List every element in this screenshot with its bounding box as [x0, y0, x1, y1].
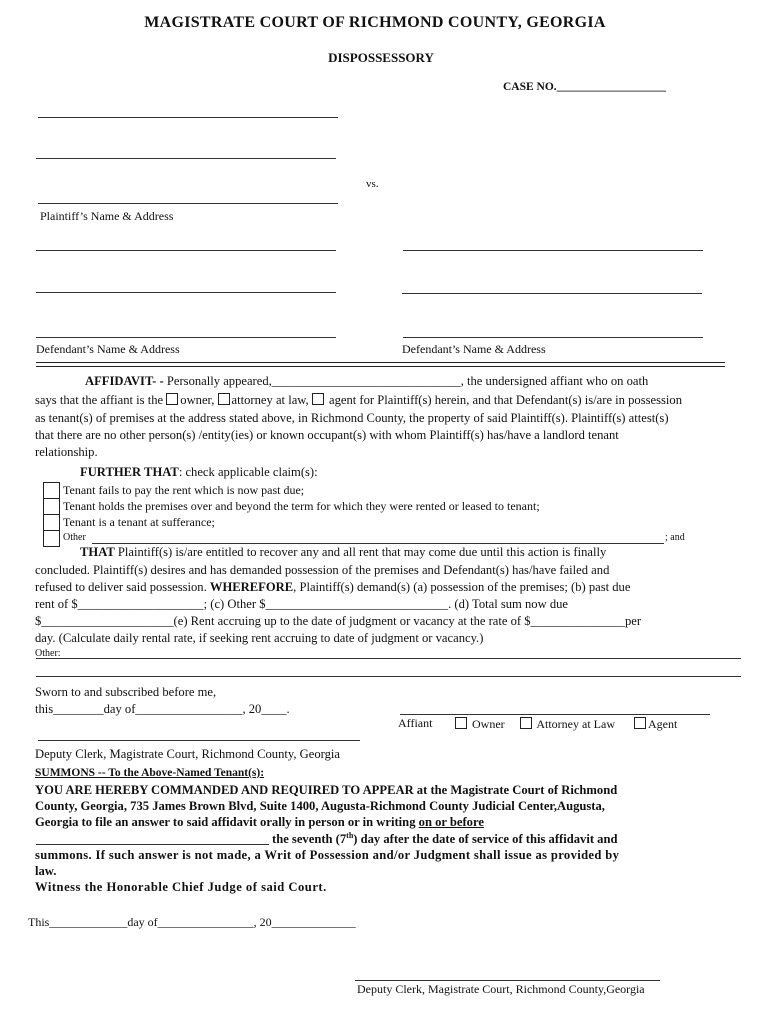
other-field-line-1[interactable] — [36, 658, 741, 659]
plaintiff-address-line-2[interactable] — [38, 203, 338, 204]
sworn-line-2: this________day of_________________, 20____. — [35, 702, 290, 716]
summons-heading: SUMMONS -- To the Above-Named Tenant(s): — [35, 767, 265, 779]
defendant-label-right: Defendant’s Name & Address — [402, 342, 546, 356]
affidavit-line-2: says that the affiant is the owner, attorney at law, agent for Plaintiff(s) herein, and that Defendant(s) is/are in possession — [35, 393, 683, 407]
affiant-attorney-option: Attorney at Law — [520, 717, 615, 732]
affiant-owner-option: Owner — [455, 717, 505, 732]
vs-label: vs. — [366, 178, 379, 190]
owner-checkbox[interactable] — [166, 393, 178, 405]
defendant-right-line-3[interactable] — [403, 337, 703, 338]
defendant-label-left: Defendant’s Name & Address — [36, 342, 180, 356]
defendant-right-line-1[interactable] — [403, 250, 703, 251]
summons-date-field[interactable] — [36, 844, 269, 845]
footer-signature-line[interactable] — [355, 980, 660, 981]
other-field-line-2[interactable] — [36, 676, 741, 677]
case-number-field[interactable]: ___________________ — [556, 81, 666, 93]
deputy-clerk-signature-line[interactable] — [38, 740, 360, 741]
affiant-agent-checkbox[interactable] — [634, 717, 646, 729]
footer-date-line: This_____________day of________________, 20______________ — [28, 915, 356, 929]
further-that-line: FURTHER THAT: check applicable claim(s): — [80, 465, 318, 479]
that-line-5: $_____________________(e) Rent accruing up to the date of judgment or vacancy at the rate of $_______________per — [35, 614, 642, 628]
summons-line-7: Witness the Honorable Chief Judge of said Court. — [35, 880, 327, 894]
divider-bottom — [36, 366, 725, 367]
agent-checkbox[interactable] — [312, 393, 324, 405]
affiant-signature-line[interactable] — [400, 714, 710, 715]
claim-checkbox-3[interactable] — [43, 514, 60, 531]
claim-label-2: Tenant holds the premises over and beyond the term for which they were rented or leased to tenant; — [63, 499, 540, 513]
other-claim-tail: ; and — [665, 532, 685, 543]
affidavit-heading: AFFIDAVIT- - — [85, 374, 164, 388]
divider-top — [36, 362, 725, 363]
affiant-agent-option: Agent — [634, 717, 677, 732]
affiant-attorney-checkbox[interactable] — [520, 717, 532, 729]
affiant-label: Affiant — [398, 716, 433, 730]
that-line-2: concluded. Plaintiff(s) desires and has demanded possession of the premises and Defendant(s) has/have failed and — [35, 563, 610, 577]
that-line-6: day. (Calculate daily rental rate, if seeking rent accruing to date of judgment or vacancy.) — [35, 631, 484, 645]
other-label: Other: — [35, 648, 61, 659]
other-claim-field[interactable] — [92, 543, 664, 544]
claim-label-4: Other — [63, 532, 86, 543]
defendant-left-line-3[interactable] — [36, 337, 336, 338]
claim-checkbox-2[interactable] — [43, 498, 60, 515]
summons-line-5: summons. If such answer is not made, a Writ of Possession and/or Judgment shall issue as provided by — [35, 848, 620, 862]
deputy-clerk-label: Deputy Clerk, Magistrate Court, Richmond County, Georgia — [35, 747, 341, 761]
attorney-checkbox[interactable] — [218, 393, 230, 405]
affidavit-line-5: relationship. — [35, 445, 98, 459]
affiant-name-field[interactable]: ______________________________ — [271, 374, 461, 388]
plaintiff-label: Plaintiff’s Name & Address — [40, 209, 174, 223]
claim-label-3: Tenant is a tenant at sufferance; — [63, 515, 215, 529]
summons-line-4: the seventh (7th) day after the date of service of this affidavit and — [272, 831, 618, 847]
footer-clerk-label: Deputy Clerk, Magistrate Court, Richmond County,Georgia — [357, 982, 645, 996]
form-title: DISPOSSESSORY — [328, 50, 434, 65]
case-number-label: CASE NO.___________________ — [503, 81, 666, 93]
affidavit-line-1: AFFIDAVIT- - Personally appeared,______________________________, the undersigned affiant who on oath — [85, 374, 649, 388]
that-line-4: rent of $____________________; (c) Other $_____________________________. (d) Total sum now due — [35, 597, 569, 611]
affiant-owner-checkbox[interactable] — [455, 717, 467, 729]
summons-line-6: law. — [35, 864, 57, 878]
plaintiff-address-line[interactable] — [36, 158, 336, 159]
summons-line-1: YOU ARE HEREBY COMMANDED AND REQUIRED TO APPEAR at the Magistrate Court of Richmond — [35, 783, 618, 797]
claim-label-1: Tenant fails to pay the rent which is now past due; — [63, 483, 305, 497]
summons-line-3: Georgia to file an answer to said affidavit orally in person or in writing on or before — [35, 815, 484, 829]
defendant-left-line-1[interactable] — [36, 250, 336, 251]
summons-line-2: County, Georgia, 735 James Brown Blvd, Suite 1400, Augusta-Richmond County Judicial Center,Augusta, — [35, 799, 605, 813]
defendant-right-line-2[interactable] — [402, 293, 702, 294]
claim-checkbox-1[interactable] — [43, 482, 60, 499]
affidavit-line-3: as tenant(s) of premises at the address stated above, in Richmond County, the property of said Plaintiff(s). Plaintiff(s) attest(s) — [35, 411, 669, 425]
sworn-line-1: Sworn to and subscribed before me, — [35, 685, 217, 699]
court-title: MAGISTRATE COURT OF RICHMOND COUNTY, GEORGIA — [144, 14, 606, 31]
affidavit-line-4: that there are no other person(s) /entity(ies) or known occupant(s) with whom Plaintiff(s) has/have a landlord tenant — [35, 428, 619, 442]
that-line-3: refused to deliver said possession. WHEREFORE, Plaintiff(s) demand(s) (a) possession of the premises; (b) past due — [35, 580, 631, 594]
claim-checkbox-4[interactable] — [43, 530, 60, 547]
that-line-1: THAT Plaintiff(s) is/are entitled to recover any and all rent that may come due until this action is finally — [80, 545, 607, 559]
defendant-left-line-2[interactable] — [36, 292, 336, 293]
plaintiff-name-line[interactable] — [38, 117, 338, 118]
